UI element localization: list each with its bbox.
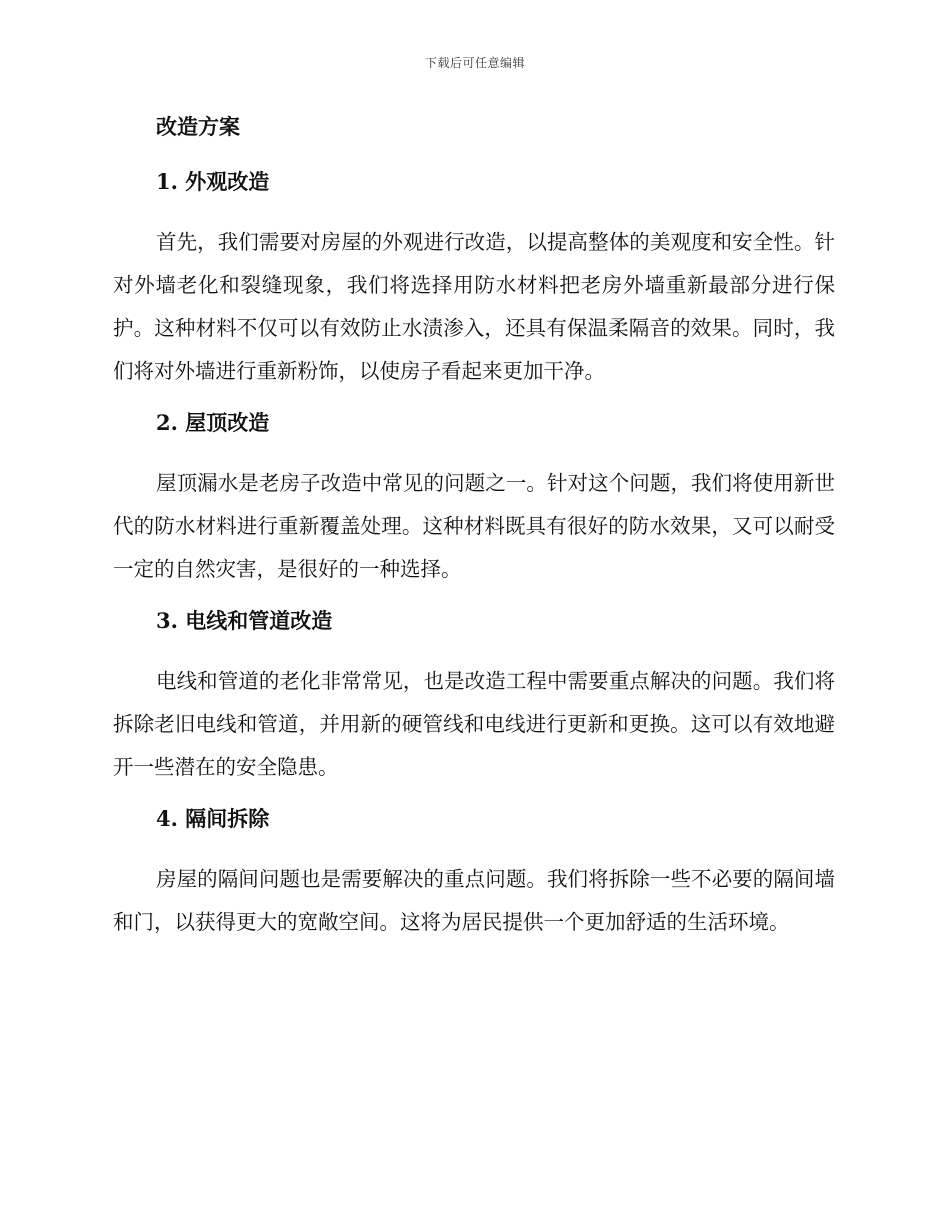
document-title: 改造方案 [156, 114, 240, 139]
page-header: 下载后可任意编辑 [424, 56, 525, 70]
document-body [113, 111, 835, 944]
section-heading-partition: 4. 隔间拆除 [156, 806, 270, 831]
section-heading-wiring: 3. 电线和管道改造 [156, 608, 333, 633]
section-paragraph-wiring: 电线和管道的老化非常常见，也是改造工程中需要重点解决的问题。我们将拆除老旧电线和管道，并用新的硬管线和电线进行更新和更换。这可以有效地避开一些潜在的安全隐患。 [113, 669, 835, 779]
section-heading-exterior: 1. 外观改造 [156, 169, 270, 194]
section-heading-roof: 2. 屋顶改造 [156, 410, 270, 435]
section-paragraph-exterior: 首先，我们需要对房屋的外观进行改造，以提高整体的美观度和安全性。针对外墙老化和裂缝现象，我们将选择用防水材料把老房外墙重新最部分进行保护。这种材料不仅可以有效防止水渍渗入，还具有保温柔隔音的效果。同时，我们将对外墙进行重新粉饰，以使房子看起来更加干净。 [113, 230, 835, 383]
section-paragraph-partition: 房屋的隔间问题也是需要解决的重点问题。我们将拆除一些不必要的隔间墙和门，以获得更大的宽敞空间。这将为居民提供一个更加舒适的生活环境。 [113, 867, 835, 934]
section-paragraph-roof: 屋顶漏水是老房子改造中常见的问题之一。针对这个问题，我们将使用新世代的防水材料进行重新覆盖处理。这种材料既具有很好的防水效果，又可以耐受一定的自然灾害，是很好的一种选择。 [113, 471, 835, 581]
